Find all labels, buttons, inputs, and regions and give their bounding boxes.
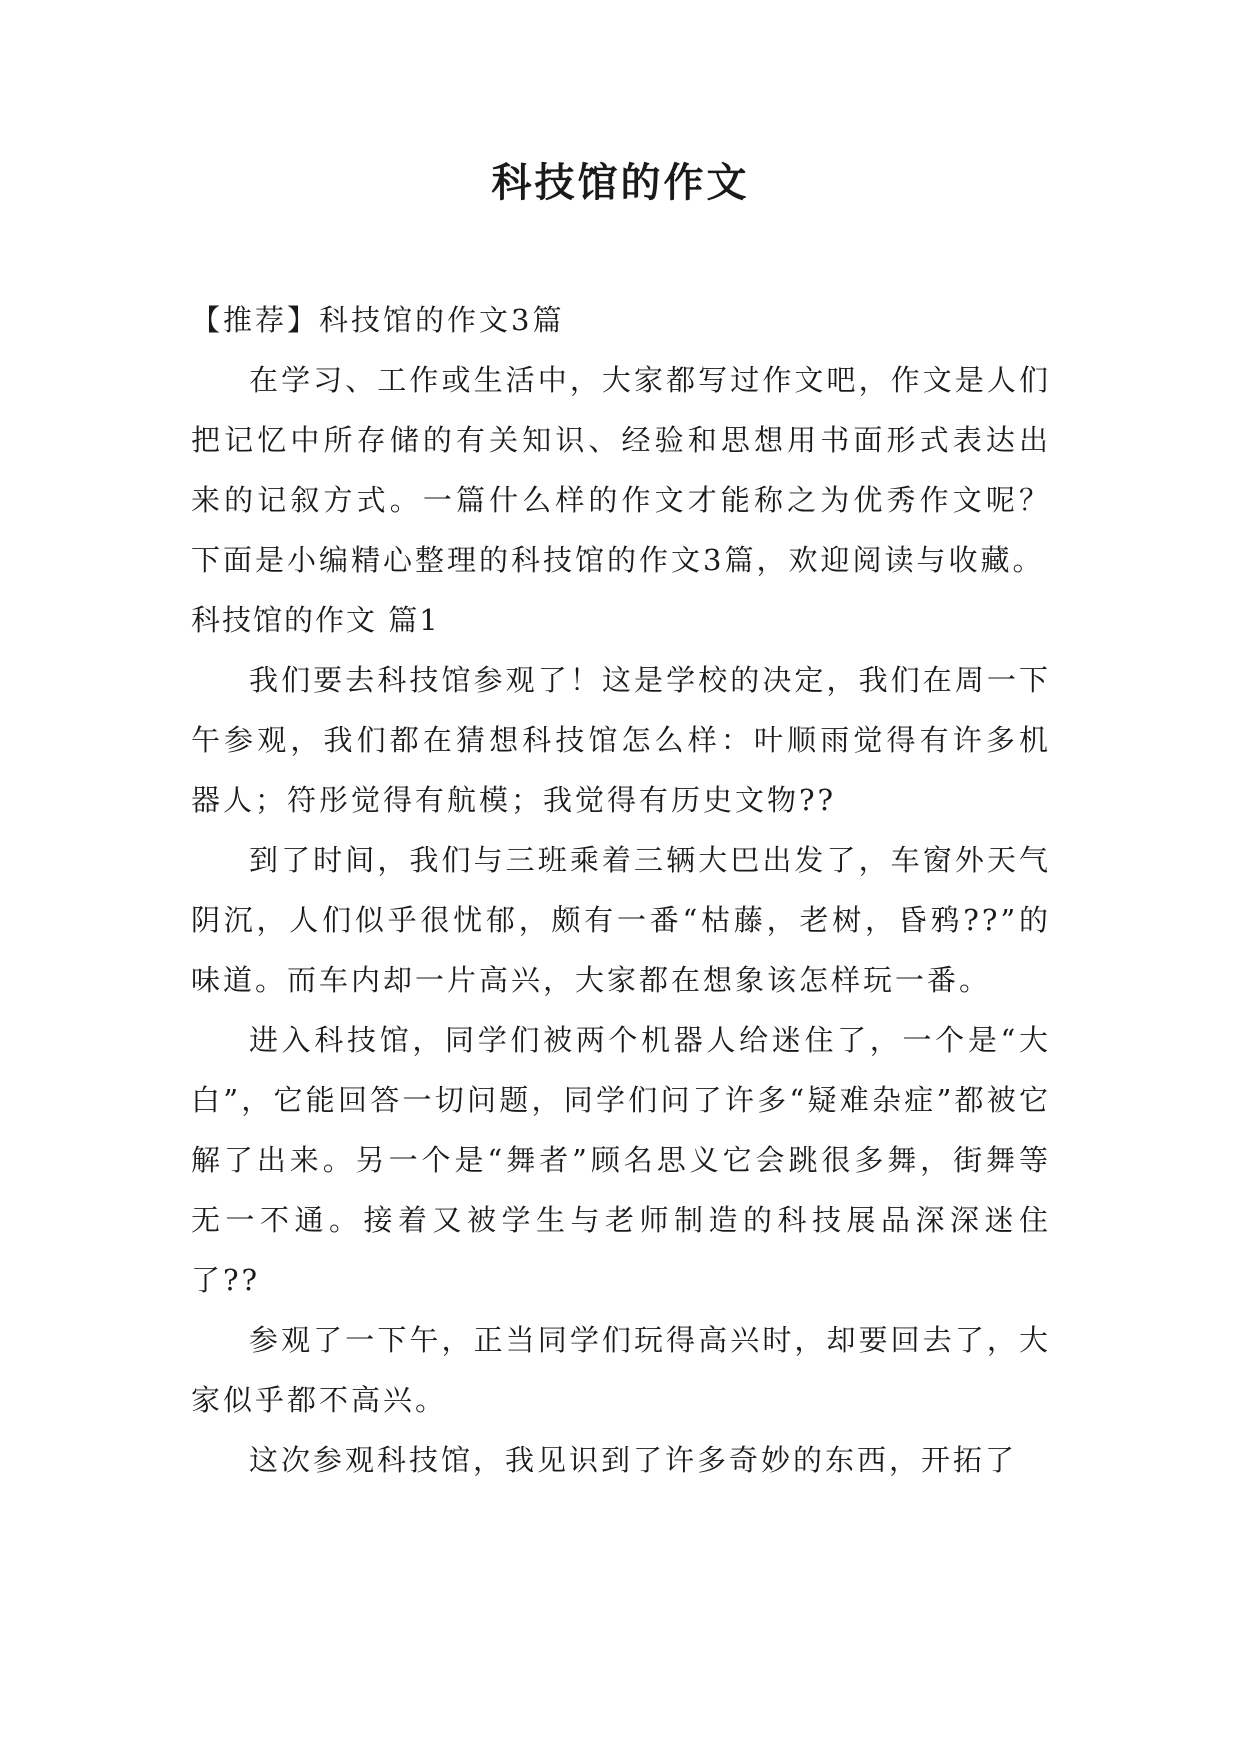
intro-line: 【推荐】科技馆的作文3篇 xyxy=(191,303,565,337)
paragraph: 这次参观科技馆，我见识到了许多奇妙的东西，开拓了 xyxy=(249,1443,1018,1477)
document-title: 科技馆的作文 xyxy=(491,159,750,206)
paragraph: 在学习、工作或生活中，大家都写过作文吧，作文是人们把记忆中所存储的有关知识、经验和思想用书面形式表达出来的记叙方式。一篇什么样的作文才能称之为优秀作文呢？下面是小编精心整理的科技馆的作文3篇，欢迎阅读与收藏。 xyxy=(191,363,1051,577)
paragraph: 我们要去科技馆参观了！这是学校的决定，我们在周一下午参观，我们都在猜想科技馆怎么样：叶顺雨觉得有许多机器人；符彤觉得有航模；我觉得有历史文物?? xyxy=(191,663,1051,817)
paragraph: 参观了一下午，正当同学们玩得高兴时，却要回去了，大家似乎都不高兴。 xyxy=(191,1323,1051,1417)
paragraph: 进入科技馆，同学们被两个机器人给迷住了，一个是“大白”，它能回答一切问题，同学们问了许多“疑难杂症”都被它解了出来。另一个是“舞者”顾名思义它会跳很多舞，街舞等无一不通。接着又被学生与老师制造的科技展品深深迷住了?? xyxy=(191,1023,1051,1297)
document-body xyxy=(191,290,1051,1490)
section-heading: 科技馆的作文 篇1 xyxy=(191,603,440,637)
paragraph: 到了时间，我们与三班乘着三辆大巴出发了，车窗外天气阴沉，人们似乎很忧郁，颇有一番“枯藤，老树，昏鸦??”的味道。而车内却一片高兴，大家都在想象该怎样玩一番。 xyxy=(191,843,1051,997)
